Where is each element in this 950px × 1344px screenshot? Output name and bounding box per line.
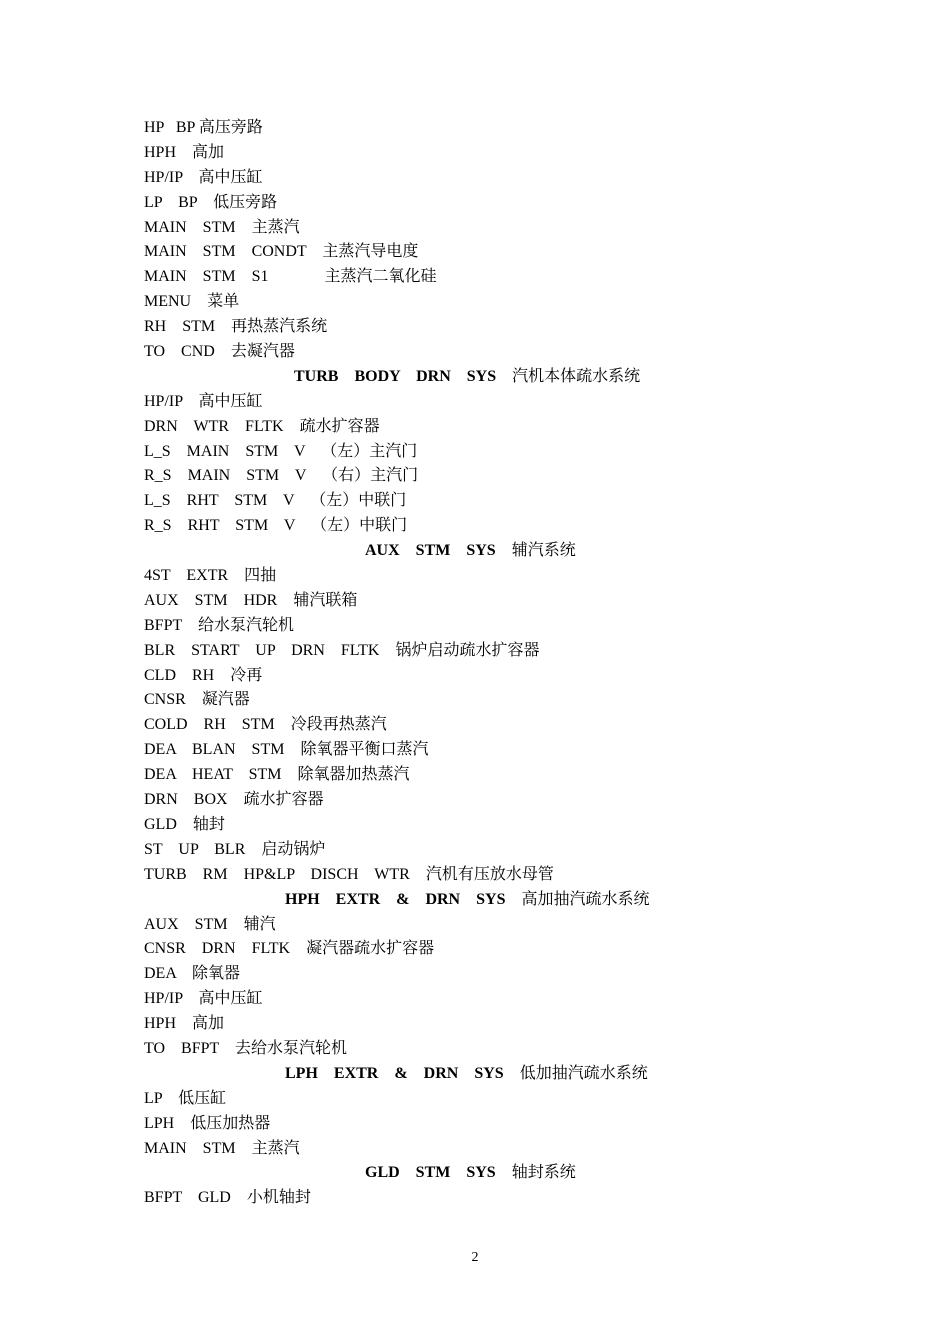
entry-translation: 高中压缸 bbox=[198, 990, 263, 1008]
glossary-entry bbox=[0, 937, 950, 962]
glossary-entry bbox=[0, 738, 950, 763]
glossary-entry bbox=[0, 166, 950, 191]
section-heading bbox=[0, 1161, 950, 1186]
glossary-entry bbox=[0, 191, 950, 216]
glossary-entry bbox=[0, 390, 950, 415]
entry-term: HP BP bbox=[144, 119, 195, 136]
entry-translation: 冷再 bbox=[230, 666, 263, 684]
entry-term: LPH bbox=[144, 1114, 175, 1132]
section-heading bbox=[0, 365, 950, 390]
entry-translation: 高中压缸 bbox=[198, 168, 263, 186]
glossary-entry bbox=[0, 1112, 950, 1137]
glossary-entry bbox=[0, 315, 950, 340]
entry-translation: 四抽 bbox=[244, 567, 277, 585]
section-heading-zh: 轴封系统 bbox=[511, 1164, 576, 1182]
entry-translation: 高中压缸 bbox=[198, 392, 263, 410]
entry-translation: 锅炉启动疏水扩容器 bbox=[395, 641, 540, 659]
entry-term: GLD bbox=[144, 815, 177, 833]
entry-translation: 低压旁路 bbox=[213, 193, 278, 211]
section-heading-term: LPH EXTR & DRN SYS bbox=[285, 1064, 504, 1082]
entry-translation: 主蒸汽 bbox=[251, 1139, 300, 1157]
entry-term: TURB RM HP&LP DISCH WTR bbox=[144, 865, 410, 883]
glossary-entry bbox=[0, 240, 950, 265]
entry-translation: 菜单 bbox=[207, 293, 240, 311]
glossary-entry bbox=[0, 116, 950, 141]
section-heading-term: GLD STM SYS bbox=[365, 1164, 496, 1182]
entry-term: DEA BLAN STM bbox=[144, 741, 285, 759]
section-heading bbox=[0, 539, 950, 564]
entry-term: AUX STM bbox=[144, 915, 228, 933]
entry-translation: 主蒸汽导电度 bbox=[322, 243, 419, 261]
glossary-entry bbox=[0, 688, 950, 713]
glossary-entry bbox=[0, 564, 950, 589]
glossary-entry bbox=[0, 813, 950, 838]
glossary-entry bbox=[0, 340, 950, 365]
section-heading bbox=[0, 888, 950, 913]
entry-term: DEA HEAT STM bbox=[144, 766, 282, 784]
glossary-entry bbox=[0, 639, 950, 664]
entry-translation: 汽机有压放水母管 bbox=[425, 865, 554, 883]
entry-term: DEA bbox=[144, 965, 176, 983]
glossary-entry bbox=[0, 216, 950, 241]
glossary-entry bbox=[0, 614, 950, 639]
entry-term: HP/IP bbox=[144, 392, 183, 410]
entry-term: TO CND bbox=[144, 343, 215, 361]
entry-term: MAIN STM S1 bbox=[144, 268, 269, 286]
entry-term: CNSR bbox=[144, 691, 186, 709]
entry-term: COLD RH STM bbox=[144, 716, 275, 734]
entry-translation: 除氧器平衡口蒸汽 bbox=[300, 741, 429, 759]
entry-term: TO BFPT bbox=[144, 1039, 219, 1057]
section-heading-zh: 低加抽汽疏水系统 bbox=[519, 1064, 648, 1082]
glossary-entry bbox=[0, 1037, 950, 1062]
entry-translation: （右）主汽门 bbox=[322, 467, 419, 485]
entry-translation: 除氧器加热蒸汽 bbox=[297, 766, 410, 784]
glossary-entry bbox=[0, 415, 950, 440]
entry-translation: （左）中联门 bbox=[311, 517, 408, 535]
entry-term: LP BP bbox=[144, 193, 198, 211]
entry-term: ST UP BLR bbox=[144, 840, 246, 858]
section-heading-term: AUX STM SYS bbox=[365, 542, 496, 560]
entry-translation: （左）主汽门 bbox=[321, 442, 418, 460]
entry-translation: 去给水泵汽轮机 bbox=[235, 1039, 348, 1057]
entry-term: R_S RHT STM V bbox=[144, 517, 296, 535]
entry-translation: 低压加热器 bbox=[190, 1114, 271, 1132]
entry-translation: 启动锅炉 bbox=[261, 840, 326, 858]
entry-translation: 轴封 bbox=[192, 815, 225, 833]
entry-translation: 凝汽器 bbox=[201, 691, 250, 709]
glossary-entry bbox=[0, 290, 950, 315]
entry-term: HPH bbox=[144, 1015, 177, 1033]
glossary-entry bbox=[0, 962, 950, 987]
glossary-entry bbox=[0, 440, 950, 465]
section-heading-zh: 辅汽系统 bbox=[511, 542, 576, 560]
entry-term: RH STM bbox=[144, 318, 216, 336]
entry-translation: 低压缸 bbox=[178, 1089, 227, 1107]
glossary-entry bbox=[0, 763, 950, 788]
entry-term: MAIN STM bbox=[144, 218, 236, 236]
glossary-list bbox=[0, 116, 950, 1211]
entry-term: L_S MAIN STM V bbox=[144, 442, 306, 460]
entry-translation: 辅汽 bbox=[243, 915, 276, 933]
entry-term: HP/IP bbox=[144, 168, 183, 186]
entry-translation: 高加 bbox=[192, 1015, 225, 1033]
entry-translation: 辅汽联箱 bbox=[293, 591, 358, 609]
entry-translation: 主蒸汽 bbox=[251, 218, 300, 236]
glossary-entry bbox=[0, 1087, 950, 1112]
entry-term: MENU bbox=[144, 293, 192, 311]
glossary-entry bbox=[0, 664, 950, 689]
entry-term: LP bbox=[144, 1089, 163, 1107]
glossary-entry bbox=[0, 1137, 950, 1162]
entry-term: DRN BOX bbox=[144, 791, 228, 809]
entry-term: R_S MAIN STM V bbox=[144, 467, 307, 485]
glossary-entry bbox=[0, 141, 950, 166]
entry-term: AUX STM HDR bbox=[144, 591, 278, 609]
glossary-entry bbox=[0, 1012, 950, 1037]
glossary-entry bbox=[0, 1186, 950, 1211]
glossary-entry bbox=[0, 265, 950, 290]
entry-term: HPH bbox=[144, 143, 177, 161]
entry-translation: 高压旁路 bbox=[198, 119, 263, 136]
section-heading-zh: 高加抽汽疏水系统 bbox=[521, 890, 650, 908]
entry-term: DRN WTR FLTK bbox=[144, 417, 284, 435]
entry-term: HP/IP bbox=[144, 990, 183, 1008]
entry-term: CNSR DRN FLTK bbox=[144, 940, 291, 958]
entry-term: MAIN STM bbox=[144, 1139, 236, 1157]
glossary-entry bbox=[0, 589, 950, 614]
glossary-entry bbox=[0, 489, 950, 514]
entry-translation: 去凝汽器 bbox=[230, 343, 295, 361]
glossary-entry bbox=[0, 913, 950, 938]
entry-term: BFPT bbox=[144, 616, 182, 634]
glossary-entry bbox=[0, 713, 950, 738]
entry-translation: 疏水扩容器 bbox=[243, 791, 324, 809]
entry-term: MAIN STM CONDT bbox=[144, 243, 307, 261]
entry-term: BFPT GLD bbox=[144, 1189, 231, 1207]
entry-term: 4ST EXTR bbox=[144, 567, 229, 585]
section-heading-term: TURB BODY DRN SYS bbox=[294, 367, 497, 385]
section-heading-zh: 汽机本体疏水系统 bbox=[512, 367, 641, 385]
entry-translation: 高加 bbox=[192, 143, 225, 161]
section-heading-term: HPH EXTR & DRN SYS bbox=[285, 890, 506, 908]
entry-translation: 小机轴封 bbox=[246, 1189, 311, 1207]
entry-translation: 疏水扩容器 bbox=[299, 417, 380, 435]
entry-term: L_S RHT STM V bbox=[144, 492, 295, 510]
glossary-entry bbox=[0, 987, 950, 1012]
entry-translation: 再热蒸汽系统 bbox=[231, 318, 328, 336]
entry-translation: 冷段再热蒸汽 bbox=[290, 716, 387, 734]
entry-translation: 凝汽器疏水扩容器 bbox=[306, 940, 435, 958]
entry-translation: 主蒸汽二氧化硅 bbox=[324, 268, 437, 286]
glossary-entry bbox=[0, 464, 950, 489]
entry-term: CLD RH bbox=[144, 666, 215, 684]
page-number: 2 bbox=[471, 1250, 479, 1265]
entry-translation: 除氧器 bbox=[192, 965, 241, 983]
glossary-entry bbox=[0, 863, 950, 888]
entry-translation: （左）中联门 bbox=[310, 492, 407, 510]
entry-translation: 给水泵汽轮机 bbox=[197, 616, 294, 634]
section-heading bbox=[0, 1062, 950, 1087]
glossary-entry bbox=[0, 838, 950, 863]
glossary-entry bbox=[0, 514, 950, 539]
entry-term: BLR START UP DRN FLTK bbox=[144, 641, 380, 659]
glossary-entry bbox=[0, 788, 950, 813]
